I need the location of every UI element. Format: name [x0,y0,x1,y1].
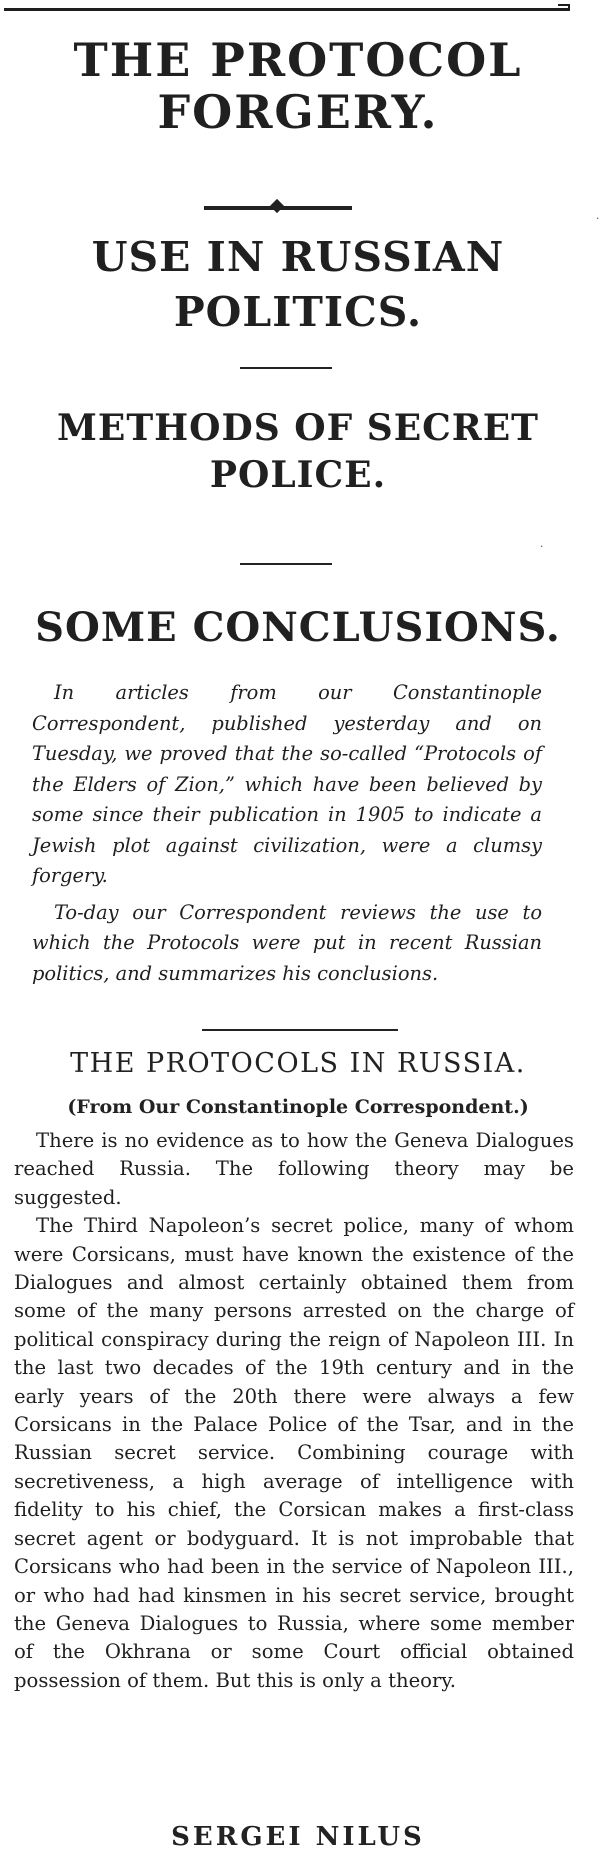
top-rule [4,8,570,11]
speck-mark: · [596,212,600,225]
headline-secret-police: METHODS OF SECRET POLICE. [57,407,539,496]
section-heading: THE PROTOCOLS IN RUSSIA. [70,1048,526,1079]
body-paragraph: The Third Napoleon’s secret police, many of whom were Corsicans, must have known the existence of the Dialogues and almost certainly obtained them from some of the many persons arrested on the charge of political conspiracy during the reign of Napoleon III. In the last two decades of the 19th century and in the early years of the 20th there were always a few Corsicans in the Palace Police of the Tsar, and in the Russian secret service. Combining courage with secretiveness, a high average of intelligence with fidelity to his chief, the Corsican makes a first-class secret agent or bodyguard. It is not improbable that Corsicans who had been in the service of Napoleon III., or who had had kinsmen in his secret service, brought the Geneva Dialogues to Russia, where some member of the Okhrana or some Court official obtained possession of them. But this is only a theory. [14,1214,574,1692]
intro-paragraph: In articles from our Constantinople Correspondent, published yesterday and on Tuesday, we proved that the so-called “Protocols of the Elders of Zion,” which have been believed by some since their publication in 1905 to indicate a Jewish plot against civilization, were a clumsy forgery. [32,681,542,887]
byline: (From Our Constantinople Correspondent.) [67,1096,529,1118]
article-body [14,1127,574,1695]
divider-rule [202,1029,398,1031]
next-section-heading: SERGEI NILUS [171,1822,425,1852]
divider-rule [240,563,332,565]
body-paragraph: There is no evidence as to how the Geneva Dialogues reached Russia. The following theory may be suggested. [14,1129,574,1209]
ornamental-divider [204,206,352,210]
intro-summary [32,678,542,989]
headline-protocol-forgery: THE PROTOCOL FORGERY. [73,33,523,139]
speck-mark: · [540,540,544,553]
headline-some-conclusions: SOME CONCLUSIONS. [35,604,561,651]
top-rule-corner [558,4,570,11]
headline-russian-politics: USE IN RUSSIAN POLITICS. [91,233,505,336]
divider-rule [240,367,332,369]
intro-paragraph: To-day our Correspondent reviews the use to which the Protocols were put in recent Russian politics, and summarizes his conclusions. [32,900,542,985]
